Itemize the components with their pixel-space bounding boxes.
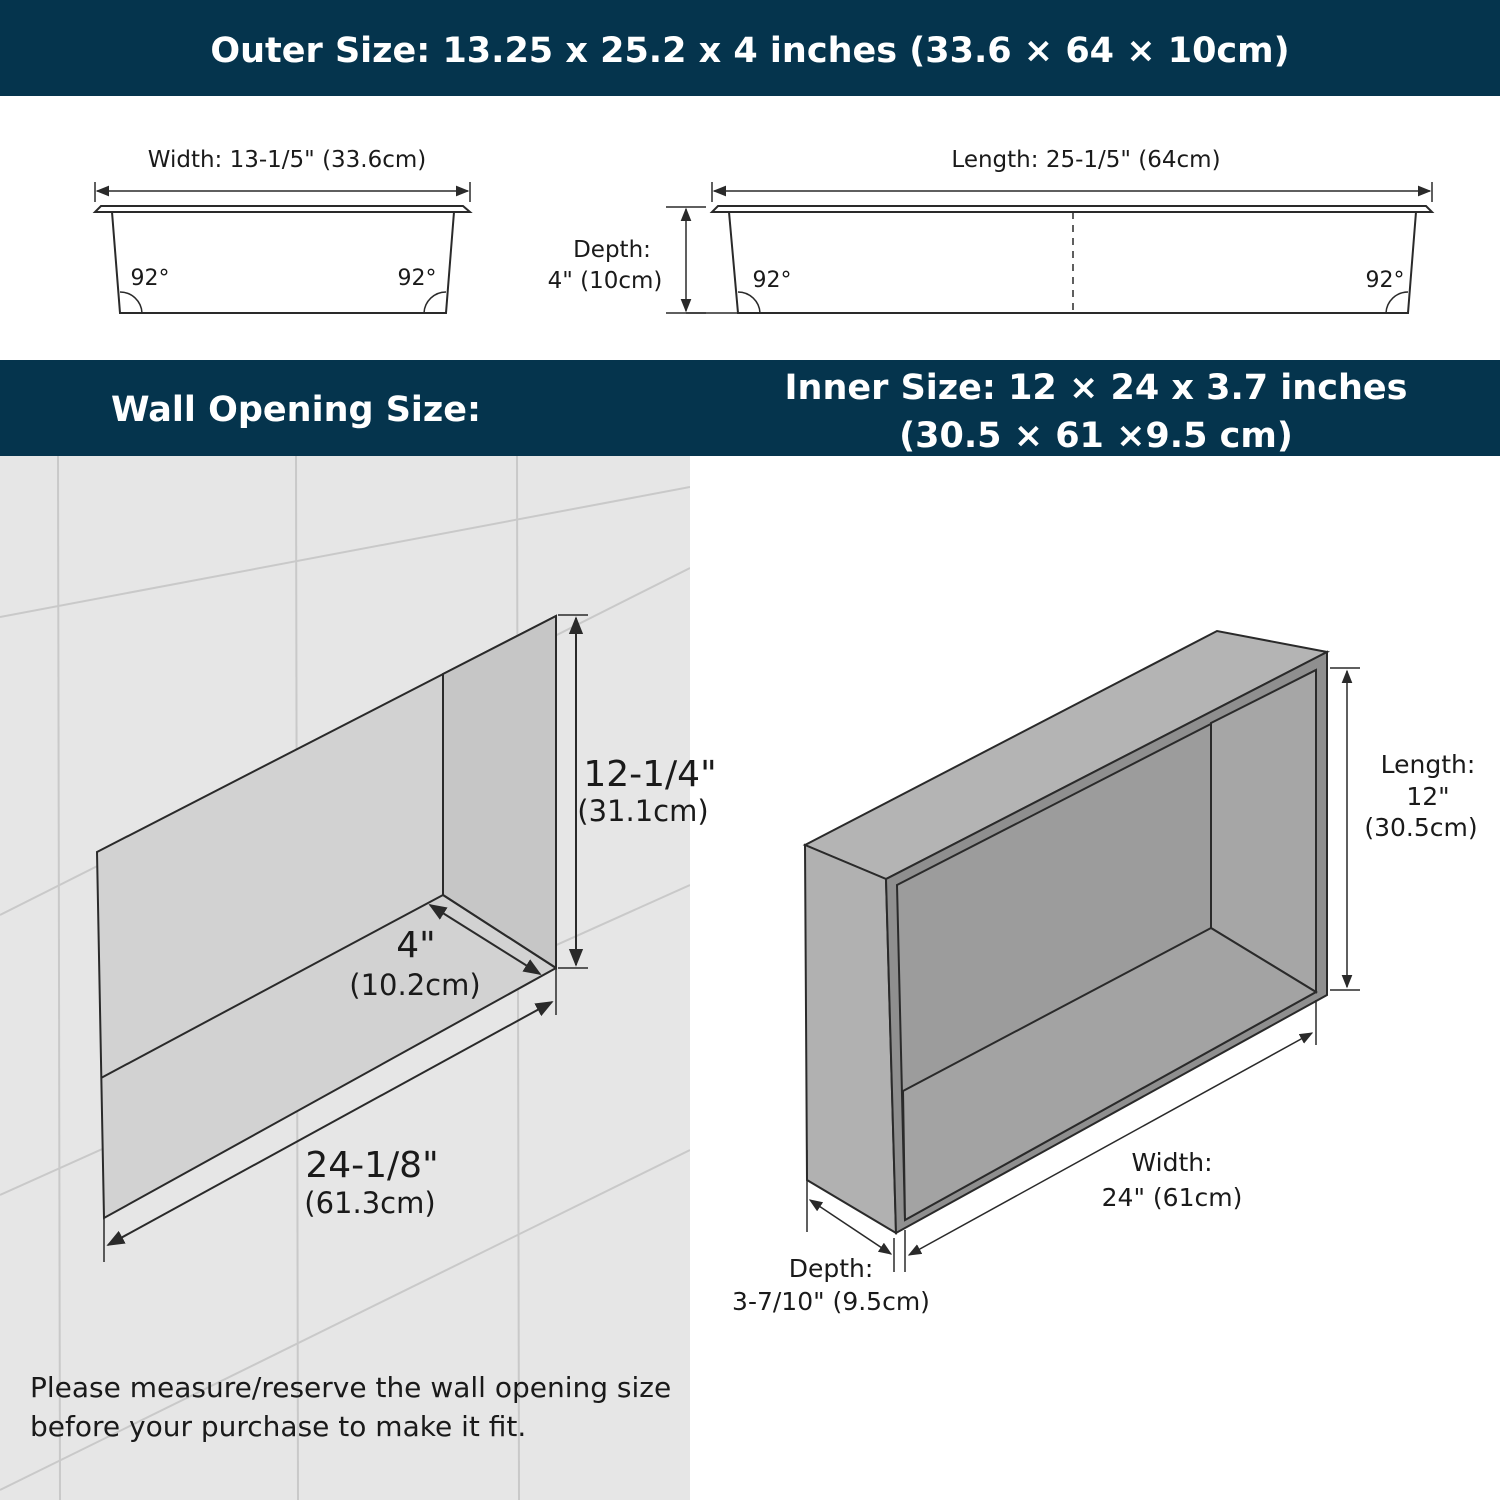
outer-size-title: Outer Size: 13.25 x 25.2 x 4 inches (33.6 × 64 × 10cm) <box>210 31 1290 71</box>
inner-depth-label-1: Depth: <box>788 1254 874 1283</box>
inner-length-label-2: 12" <box>1406 782 1450 811</box>
wall-opening-title: Wall Opening Size: <box>110 390 482 430</box>
outer-length-profile <box>686 147 1432 313</box>
outer-width-angle-right: 92° <box>397 266 437 291</box>
outer-depth-label-1: Depth: <box>573 237 651 263</box>
inner-width-label-2: 24" (61cm) <box>1101 1183 1243 1212</box>
wall-width-cm: (61.3cm) <box>304 1186 436 1220</box>
inner-width-label-1: Width: <box>1131 1148 1213 1177</box>
wall-depth-inches: 4" <box>396 925 436 966</box>
outer-length-label: Length: 25-1/5" (64cm) <box>951 147 1221 173</box>
wall-height-cm: (31.1cm) <box>577 794 709 828</box>
outer-length-angle-right: 92° <box>1365 268 1405 293</box>
wall-note-line-1: Please measure/reserve the wall opening size <box>30 1371 672 1404</box>
inner-size-title-2: (30.5 × 61 ×9.5 cm) <box>899 416 1293 456</box>
outer-width-profile <box>95 147 470 313</box>
wall-opening-panel <box>0 456 717 1500</box>
inner-length-label-3: (30.5cm) <box>1364 813 1478 842</box>
outer-depth-dimension <box>548 207 706 313</box>
outer-length-angle-left: 92° <box>752 268 792 293</box>
inner-length-label-1: Length: <box>1380 750 1476 779</box>
outer-width-angle-left: 92° <box>130 266 170 291</box>
inner-depth-label-2: 3-7/10" (9.5cm) <box>732 1287 930 1316</box>
outer-width-label: Width: 13-1/5" (33.6cm) <box>147 147 427 173</box>
wall-width-inches: 24-1/8" <box>305 1145 439 1186</box>
inner-size-panel <box>732 631 1478 1316</box>
box-left-side <box>805 845 896 1233</box>
wall-depth-cm: (10.2cm) <box>349 968 481 1002</box>
outer-depth-label-2: 4" (10cm) <box>547 268 663 294</box>
wall-height-inches: 12-1/4" <box>583 754 717 795</box>
inner-size-title-1: Inner Size: 12 × 24 x 3.7 inches <box>784 368 1408 408</box>
wall-note-line-2: before your purchase to make it fit. <box>30 1410 527 1443</box>
